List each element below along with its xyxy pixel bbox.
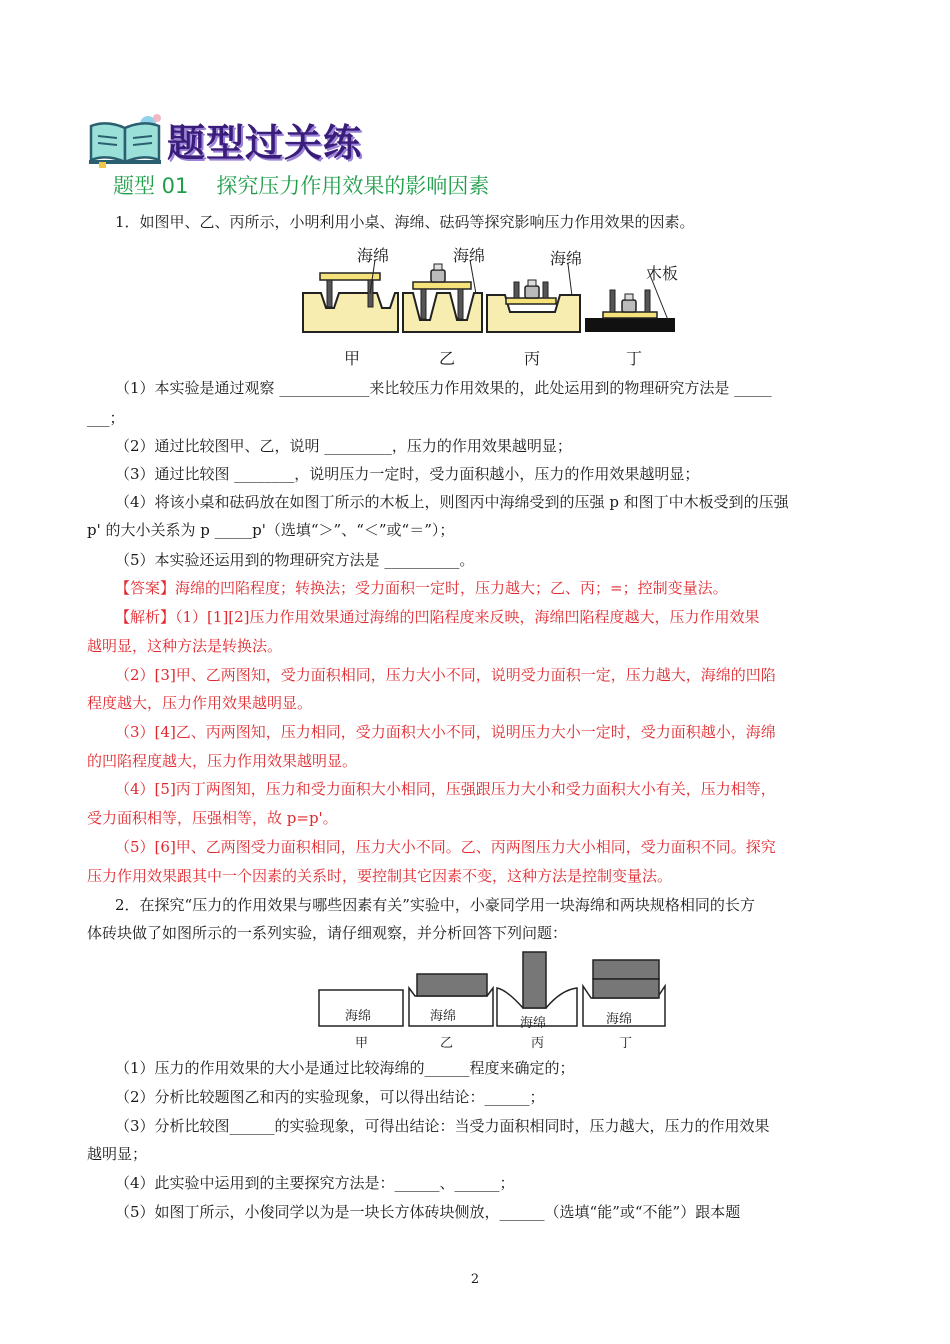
- q1-analysis-8: 受力面积相等，压强相等，故 p=p'。: [87, 809, 338, 827]
- q2-stem-2: 体砖块做了如图所示的一系列实验，请仔细观察，并分析回答下列问题：: [87, 924, 568, 942]
- q1-fig-label-2: 海绵: [453, 246, 486, 265]
- section-number: 题型 01: [113, 174, 189, 198]
- q1-part4-cont: p' 的大小关系为 p _____p'（选填“＞”、“＜”或“＝”）；: [87, 521, 455, 539]
- q2-part1: （1）压力的作用效果的大小是通过比较海绵的______程度来确定的；: [115, 1059, 575, 1077]
- q1-analysis-9: （5）[6]甲、乙两图受力面积相同，压力大小不同。乙、丙两图压力大小相同，受力面积不同。探究: [115, 838, 776, 856]
- q2-fig-label-4: 海绵: [606, 1012, 633, 1027]
- header-title: 题型过关练: [167, 121, 363, 165]
- q2-part3: （3）分析比较图______的实验现象，可得出结论：当受力面积相同时，压力越大，压力的作用效果: [115, 1117, 770, 1135]
- q1-analysis-5: （3）[4]乙、丙两图知，压力相同，受力面积大小不同，说明压力大小一定时，受力面积越小，海绵: [115, 723, 776, 741]
- q2-panel-ding: 丁: [619, 1036, 633, 1051]
- q2-part5: （5）如图丁所示，小俊同学以为是一块长方体砖块侧放，______（选填“能”或“不能”）跟本题: [115, 1203, 741, 1221]
- q1-part4: （4）将该小桌和砝码放在如图丁所示的木板上，则图丙中海绵受到的压强 p 和图丁中木板受到的压强: [115, 493, 789, 511]
- page-number: 2: [470, 1272, 480, 1287]
- q1-analysis-10: 压力作用效果跟其中一个因素的关系时，要控制其它因素不变，这种方法是控制变量法。: [87, 867, 673, 885]
- q2-part4: （4）此实验中运用到的主要探究方法是：______、______；: [115, 1174, 515, 1192]
- q1-analysis-2: 越明显，这种方法是转换法。: [87, 637, 283, 655]
- q1-panel-yi: 乙: [439, 349, 456, 368]
- q2-fig-label-2: 海绵: [430, 1009, 457, 1024]
- q1-answer: 【答案】海绵的凹陷程度；转换法；受力面积一定时，压力越大；乙、丙；=；控制变量法。: [115, 579, 728, 597]
- q1-panel-jia: 甲: [344, 349, 361, 368]
- q2-part3-cont: 越明显；: [87, 1145, 148, 1163]
- q1-fig-label-1: 海绵: [357, 246, 390, 265]
- q1-stem: 1．如图甲、乙、丙所示，小明利用小桌、海绵、砝码等探究影响压力作用效果的因素。: [115, 213, 695, 231]
- q1-analysis-4: 程度越大，压力作用效果越明显。: [87, 694, 313, 712]
- q1-part5: （5）本实验还运用到的物理研究方法是 __________。: [115, 551, 475, 569]
- q1-analysis-7: （4）[5]丙丁两图知，压力和受力面积大小相同，压强跟压力大小和受力面积大小有关，压力相等，: [115, 780, 776, 798]
- q2-part2: （2）分析比较题图乙和丙的实验现象，可以得出结论：______；: [115, 1088, 545, 1106]
- q1-analysis-3: （2）[3]甲、乙两图知，受力面积相同，压力大小不同，说明受力面积一定，压力越大，海绵的凹陷: [115, 666, 776, 684]
- q2-stem-1: 2．在探究“压力的作用效果与哪些因素有关”实验中，小豪同学用一块海绵和两块规格相同的长方: [115, 896, 755, 914]
- q1-part1-cont: ___；: [87, 409, 125, 427]
- q2-panel-jia: 甲: [355, 1036, 369, 1051]
- q1-fig-label-3: 海绵: [550, 249, 583, 268]
- q1-part1: （1）本实验是通过观察 ____________来比较压力作用效果的，此处运用到的物理研究方法是 _____: [115, 379, 772, 397]
- q1-part2: （2）通过比较图甲、乙，说明 _________，压力的作用效果越明显；: [115, 437, 572, 455]
- q2-panel-bing: 丙: [531, 1036, 545, 1051]
- q1-fig-label-4: 木板: [646, 264, 679, 283]
- q1-part3: （3）通过比较图 ________，说明压力一定时，受力面积越小，压力的作用效果越明显；: [115, 465, 700, 483]
- q2-fig-label-1: 海绵: [345, 1009, 372, 1024]
- q1-analysis-6: 的凹陷程度越大，压力作用效果越明显。: [87, 752, 358, 770]
- book-icon: [85, 112, 167, 168]
- q1-panel-bing: 丙: [524, 349, 541, 368]
- q1-analysis-1: 【解析】（1）[1][2]压力作用效果通过海绵的凹陷程度来反映，海绵凹陷程度越大，压力作用效果: [115, 608, 760, 626]
- q1-panel-ding: 丁: [626, 349, 643, 368]
- q2-panel-yi: 乙: [440, 1036, 454, 1051]
- section-title: [113, 170, 489, 200]
- section-name: 探究压力作用效果的影响因素: [216, 174, 490, 198]
- q2-fig-label-3: 海绵: [520, 1016, 547, 1031]
